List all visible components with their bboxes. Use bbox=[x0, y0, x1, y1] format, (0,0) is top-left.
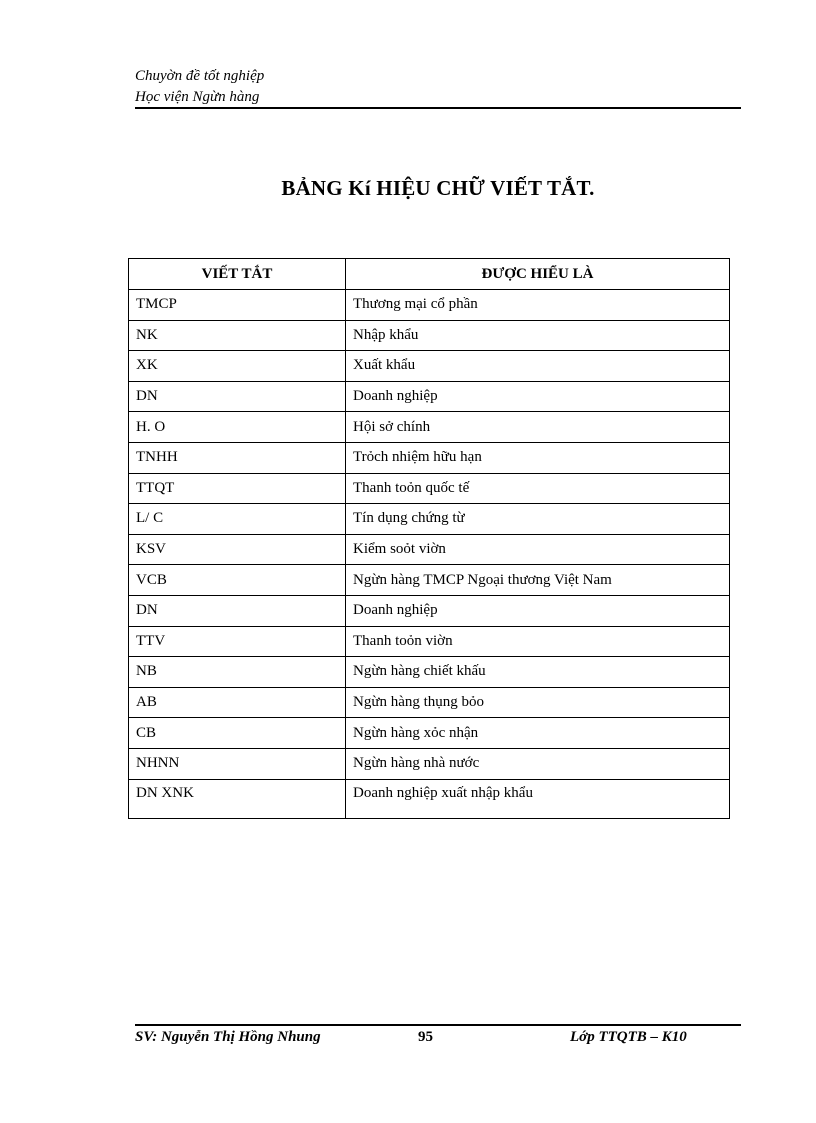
footer-author: SV: Nguyễn Thị Hồng Nhung bbox=[135, 1029, 321, 1045]
abbreviation-cell: CB bbox=[129, 718, 346, 749]
meaning-cell: Ngừn hàng chiết khấu bbox=[346, 657, 730, 688]
meaning-cell: Ngừn hàng xỏc nhận bbox=[346, 718, 730, 749]
header-institution: Học viện Ngừn hàng bbox=[135, 89, 260, 105]
page-number: 95 bbox=[418, 1029, 433, 1045]
table-row bbox=[129, 534, 730, 565]
meaning-cell: Thương mại cổ phần bbox=[346, 290, 730, 321]
table-row bbox=[129, 442, 730, 473]
abbreviation-cell: TTV bbox=[129, 626, 346, 657]
abbreviation-cell: AB bbox=[129, 687, 346, 718]
table-row bbox=[129, 381, 730, 412]
table-row bbox=[129, 565, 730, 596]
meaning-cell: Thanh toỏn viờn bbox=[346, 626, 730, 657]
abbreviation-cell: DN XNK bbox=[129, 779, 346, 818]
abbreviation-cell: NHNN bbox=[129, 748, 346, 779]
table-row bbox=[129, 657, 730, 688]
abbreviation-cell: TMCP bbox=[129, 290, 346, 321]
meaning-cell: Hội sở chính bbox=[346, 412, 730, 443]
meaning-cell: Tín dụng chứng từ bbox=[346, 504, 730, 535]
meaning-cell: Ngừn hàng nhà nước bbox=[346, 748, 730, 779]
table-row bbox=[129, 473, 730, 504]
table-row bbox=[129, 779, 730, 818]
footer-divider bbox=[135, 1024, 741, 1026]
table-row bbox=[129, 718, 730, 749]
abbreviation-table bbox=[128, 258, 730, 819]
meaning-cell: Ngừn hàng thụng bỏo bbox=[346, 687, 730, 718]
page-title: BẢNG Kí HIỆU CHỮ VIẾT TẮT. bbox=[281, 176, 595, 200]
footer-class: Lớp TTQTB – K10 bbox=[570, 1029, 687, 1045]
table-row bbox=[129, 504, 730, 535]
abbreviation-cell: TTQT bbox=[129, 473, 346, 504]
abbreviation-cell: DN bbox=[129, 595, 346, 626]
abbreviation-cell: XK bbox=[129, 351, 346, 382]
abbreviation-cell: L/ C bbox=[129, 504, 346, 535]
table-row bbox=[129, 412, 730, 443]
column-header-abbreviation: VIẾT TẮT bbox=[129, 259, 346, 290]
header-divider bbox=[135, 107, 741, 109]
meaning-cell: Doanh nghiệp bbox=[346, 595, 730, 626]
header-document-type: Chuyờn đề tốt nghiệp bbox=[135, 68, 265, 84]
abbreviation-cell: NB bbox=[129, 657, 346, 688]
table-row bbox=[129, 290, 730, 321]
meaning-cell: Thanh toỏn quốc tế bbox=[346, 473, 730, 504]
page-header bbox=[135, 66, 741, 108]
abbreviation-cell: NK bbox=[129, 320, 346, 351]
abbreviation-cell: H. O bbox=[129, 412, 346, 443]
table-row bbox=[129, 595, 730, 626]
abbreviation-cell: TNHH bbox=[129, 442, 346, 473]
abbreviation-cell: DN bbox=[129, 381, 346, 412]
meaning-cell: Kiểm soỏt viờn bbox=[346, 534, 730, 565]
column-header-meaning: ĐƯỢC HIỂU LÀ bbox=[346, 259, 730, 290]
table-row bbox=[129, 351, 730, 382]
table-row bbox=[129, 320, 730, 351]
meaning-cell: Nhập khẩu bbox=[346, 320, 730, 351]
abbreviation-cell: KSV bbox=[129, 534, 346, 565]
table-row bbox=[129, 687, 730, 718]
meaning-cell: Doanh nghiệp xuất nhập khẩu bbox=[346, 779, 730, 818]
table-row bbox=[129, 626, 730, 657]
meaning-cell: Trỏch nhiệm hữu hạn bbox=[346, 442, 730, 473]
table-row bbox=[129, 748, 730, 779]
abbreviation-cell: VCB bbox=[129, 565, 346, 596]
meaning-cell: Ngừn hàng TMCP Ngoại thương Việt Nam bbox=[346, 565, 730, 596]
meaning-cell: Xuất khẩu bbox=[346, 351, 730, 382]
meaning-cell: Doanh nghiệp bbox=[346, 381, 730, 412]
table-header-row bbox=[129, 259, 730, 290]
